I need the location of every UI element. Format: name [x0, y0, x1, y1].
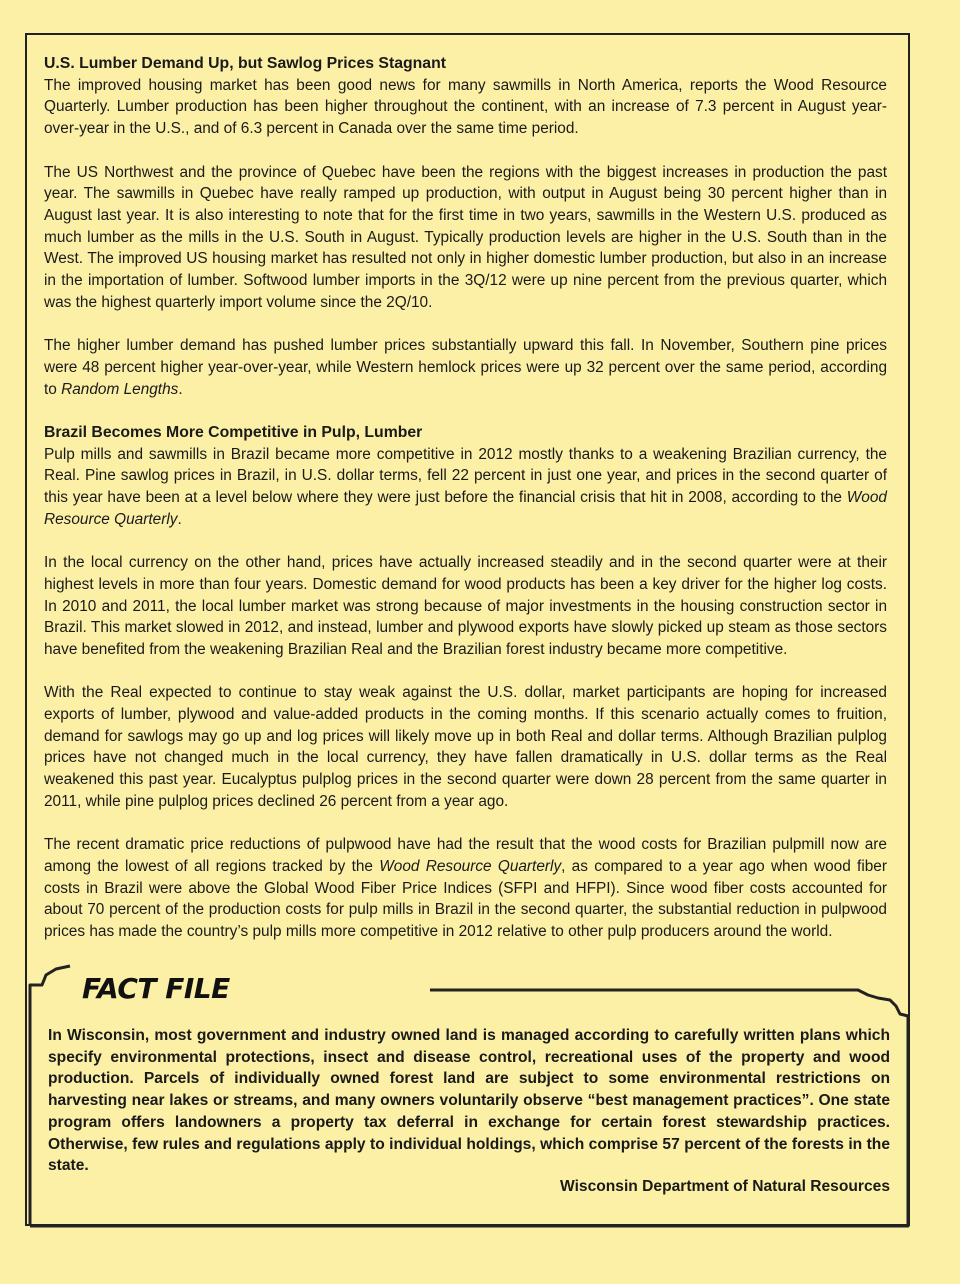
- fact-file-source: Wisconsin Department of Natural Resources: [559, 1178, 890, 1195]
- paragraph-1: The improved housing market has been good news for many sawmills in North America, reports the Wood Resource Quarterly. Lumber production has been higher throughout the continent, with an increase of 7.3 percent in August year-over-year in the U.S., and of 6.3 percent in Canada over the same time period.: [44, 76, 887, 138]
- source-wood-resource-quarterly: Wood Resource Quarterly: [44, 489, 887, 528]
- paragraph-4-end: .: [177, 510, 182, 528]
- paragraph-3-text: The higher lumber demand has pushed lumber prices substantially upward this fall. In November, Southern pine prices were 48 percent higher year-over-year, while Western hemlock prices were up 32 percent over the same period, according to: [44, 337, 887, 398]
- paragraph-3-end: .: [178, 380, 183, 398]
- paragraph-2: The US Northwest and the province of Quebec have been the regions with the biggest increases in production the past year. The sawmills in Quebec have really ramped up production, with output in August being 30 percent higher than in August last year. It is also interesting to note that for the first time in two years, sawmills in the Western U.S. produced as much lumber as the mills in the U.S. South in August. Typically production levels are higher in the U.S. South than in the West. The improved US housing market has resulted not only in higher domestic lumber production, but also in an increase in the importation of lumber. Softwood lumber imports in the 3Q/12 were up nine percent from the previous quarter, which was the highest quarterly import volume since the 2Q/10.: [44, 163, 887, 311]
- paragraph-7-text: The recent dramatic price reductions of pulpwood have had the result that the wood costs for Brazilian pulpmill now are among the lowest of all regions tracked by the: [44, 836, 887, 875]
- paragraph-7-end: , as compared to a year ago when wood fiber costs in Brazil were above the Global Wood Fiber Price Indices (SFPI and HFPI). Since wood fiber costs accounted for about 70 percent of the production costs for pulp mills in Brazil in the second quarter, the substantial reduction in pulpwood prices has made the country’s pulp mills more competitive in 2012 relative to other pulp producers around the world.: [44, 857, 887, 941]
- paragraph-4-text: Pulp mills and sawmills in Brazil became more competitive in 2012 mostly thanks to a weakening Brazilian currency, the Real. Pine sawlog prices in Brazil, in U.S. dollar terms, fell 22 percent in just one year, and prices in the second quarter of this year have been at a level below where they were just before the financial crisis that hit in 2008, according to the: [44, 445, 887, 507]
- source-wood-resource-quarterly-2: Wood Resource Quarterly: [379, 857, 562, 875]
- paragraph-5: In the local currency on the other hand, prices have actually increased steadily and in the second quarter were at their highest levels in more than four years. Domestic demand for wood products has been a key driver for the higher log costs. In 2010 and 2011, the local lumber market was strong because of major investments in the housing construction sector in Brazil. This market slowed in 2012, and instead, lumber and plywood exports have slowly picked up steam as those sectors have benefited from the weakening Brazilian Real and the Brazilian forest industry became more competitive.: [44, 554, 887, 658]
- heading-brazil: Brazil Becomes More Competitive in Pulp, Lumber: [44, 423, 423, 441]
- paragraph-6: With the Real expected to continue to stay weak against the U.S. dollar, market participants are hoping for increased exports of lumber, plywood and value-added products in the coming months. If this scenario actually comes to fruition, demand for sawlogs may go up and log prices will likely move up in both Real and dollar terms. Although Brazilian pulplog prices have not changed much in the local currency, they have fallen dramatically in U.S. dollar terms as the Real weakened this past year. Eucalyptus pulplog prices in the second quarter were down 28 percent from the same quarter in 2011, while pine pulplog prices declined 26 percent from a year ago.: [44, 684, 887, 810]
- fact-file-title: FACT FILE: [82, 972, 230, 1005]
- heading-us-lumber: U.S. Lumber Demand Up, but Sawlog Prices Stagnant: [44, 55, 447, 72]
- fact-file-body: In Wisconsin, most government and industry owned land is managed according to carefully written plans which specify environmental protections, insect and disease control, recreational uses of the property and wood production. Parcels of individually owned forest land are subject to some environmental restrictions on harvesting near lakes or streams, and many owners voluntarily observe “best management practices”. One state program offers landowners a property tax deferral in exchange for certain forest stewardship practices. Otherwise, few rules and regulations apply to individual holdings, which comprise 57 percent of the forests in the state.: [48, 1027, 890, 1175]
- source-random-lengths: Random Lengths: [61, 380, 179, 398]
